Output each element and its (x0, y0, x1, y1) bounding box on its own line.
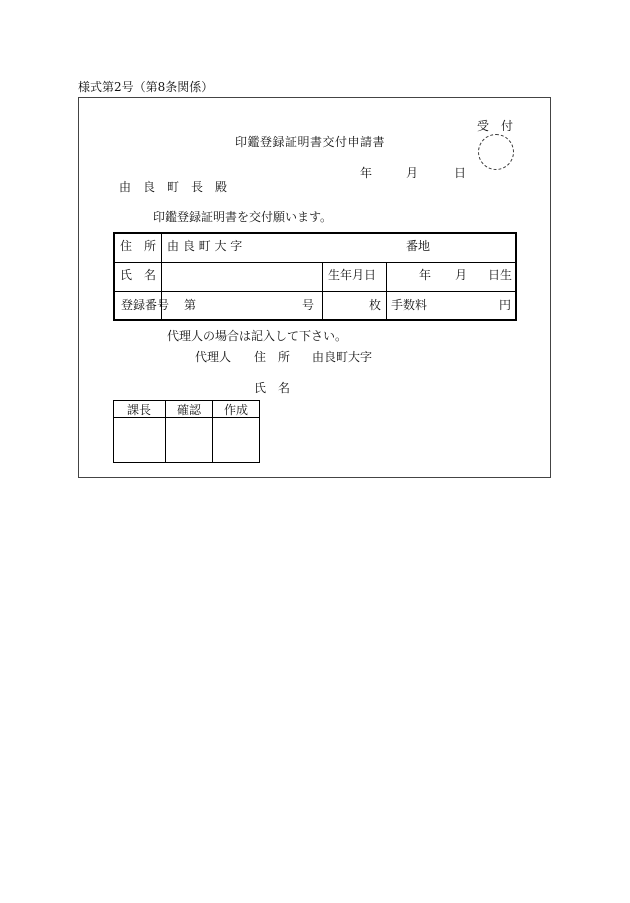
approval-chief: 課長 (127, 403, 152, 417)
approval-row-divider (114, 417, 259, 418)
proxy-name-label: 氏 名 (254, 381, 291, 395)
fee-yen: 円 (499, 298, 512, 312)
birth-label: 生年月日 (328, 268, 377, 282)
form-number: 様式第2号（第8条関係） (78, 80, 214, 94)
request-sentence: 印鑑登録証明書を交付願います。 (153, 210, 333, 224)
receipt-stamp-circle (478, 134, 514, 170)
birth-year: 年 (419, 268, 432, 282)
table-col-divider (322, 262, 323, 319)
proxy-note: 代理人の場合は記入して下さい。 (167, 329, 348, 343)
reg-number-label: 登録番号 (121, 298, 170, 312)
banchi-label: 番地 (406, 239, 431, 253)
birth-month: 月 (455, 268, 468, 282)
form-title: 印鑑登録証明書交付申請書 (235, 135, 386, 149)
address-label: 住 所 (120, 239, 157, 253)
date-month: 月 (406, 166, 419, 180)
receipt-label: 受 付 (477, 119, 514, 133)
address-value[interactable]: 由 良 町 大 字 (167, 239, 243, 253)
fee-label: 手数料 (391, 298, 428, 312)
date-year: 年 (360, 166, 373, 180)
reg-dai: 第 (184, 298, 197, 312)
table-row-divider (115, 291, 515, 292)
date-day: 日 (454, 166, 467, 180)
proxy-address-value[interactable]: 由良町大字 (312, 350, 373, 364)
name-label: 氏 名 (120, 268, 157, 282)
copies-label: 枚 (369, 298, 382, 312)
approval-create: 作成 (224, 403, 249, 417)
proxy-address-label: 住 所 (254, 350, 291, 364)
addressee: 由 良 町 長 殿 (119, 180, 228, 194)
approval-confirm: 確認 (177, 403, 202, 417)
approval-col-divider (212, 401, 213, 462)
table-row-divider (115, 262, 515, 263)
approval-col-divider (165, 401, 166, 462)
reg-go: 号 (302, 298, 315, 312)
proxy-label: 代理人 (195, 350, 232, 364)
table-col-divider (386, 262, 387, 319)
birth-day: 日生 (488, 268, 513, 282)
